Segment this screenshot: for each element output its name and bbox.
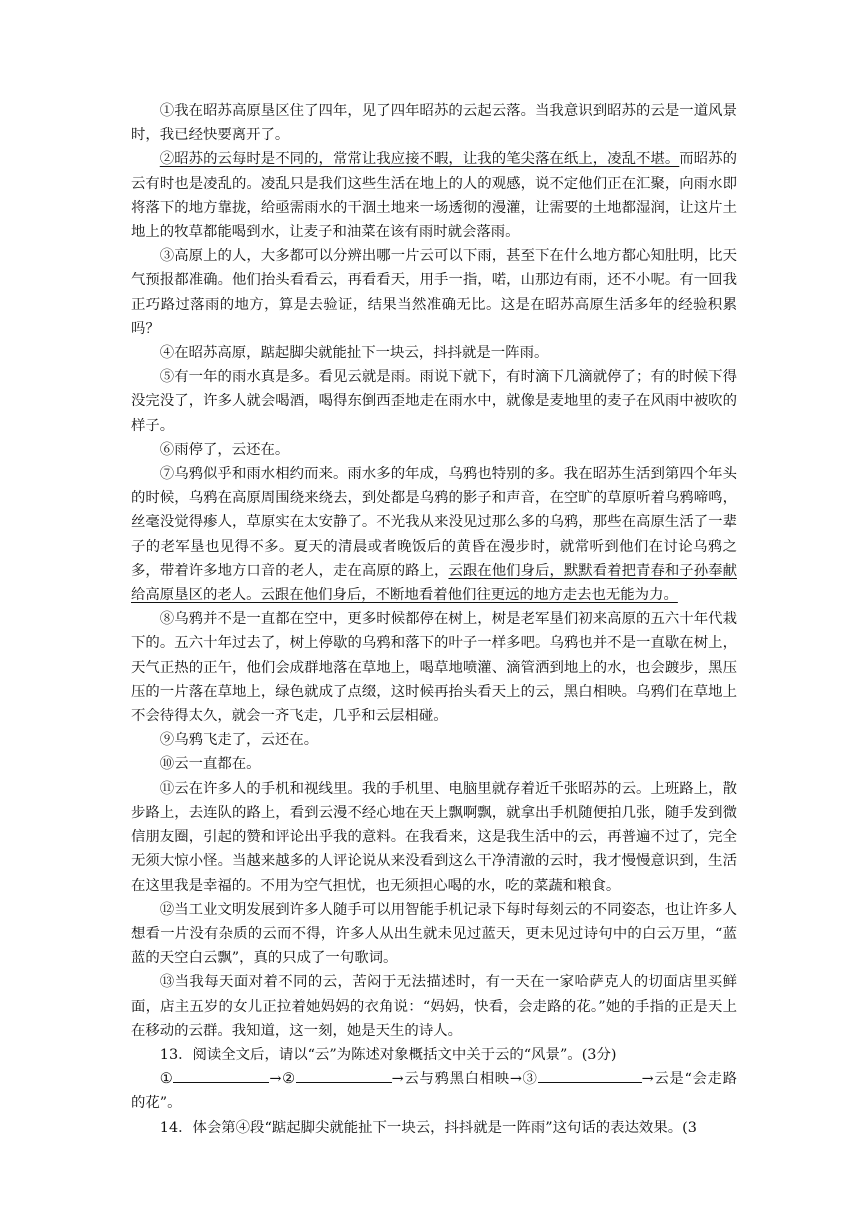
paragraph-10: ⑩云一直都在。 [159,756,261,773]
question-13-answer-line [131,1067,737,1115]
paragraph-8: ⑧乌鸦并不是一直都在空中，更多时候都停在树上，树是老军垦们初来高原的五六十年代栽下的。五六十年过去了，树上停歇的乌鸦和落下的叶子一样多吧。乌鸦也并不是一直歇在树上，天气正热的正午，他们会成群地落在草地上，喝草地喷灌、滴管洒到地上的水，也会踱步，黑压压的一片落在草地上，绿色就成了点缀，这时候再抬头看天上的云，黑白相映。乌鸦们在草地上不会待得太久，就会一齐飞走，几乎和云层相碰。 [131,611,737,725]
paragraph-6: ⑥雨停了，云还在。 [159,441,290,458]
paragraph-1: ①我在昭苏高原垦区住了四年，见了四年昭苏的云起云落。当我意识到昭苏的云是一道风景时，我已经快要离开了。 [131,103,737,144]
paragraph-12: ⑫当工业文明发展到许多人随手可以用智能手机记录下每时每刻云的不同姿态，也让许多人想看一片没有杂质的云而不得，许多人从出生就未见过蓝天，更未见过诗句中的白云万里，“蓝蓝的天空白云飘”，真的只成了一句歌词。 [131,901,737,967]
paragraph-2-rest: 而昭苏的云有时也是凌乱的。凌乱只是我们这些生活在地上的人的观感，说不定他们正在汇聚，向雨水即将落下的地方靠拢，给亟需雨水的干涸土地来一场透彻的漫灌，让需要的土地都湿润，让这片土地上的牧草都能喝到水，让麦子和油菜在该有雨时就会落雨。 [131,151,737,241]
q13-label-3: →云与鸦黑白相映→③ [391,1071,538,1088]
paragraph-9: ⑨乌鸦飞走了，云还在。 [159,732,319,749]
answer-blank-3[interactable] [538,1068,642,1083]
paragraph-4: ④在昭苏高原，踮起脚尖就能扯下一块云，抖抖就是一阵雨。 [159,345,549,362]
paragraph-11: ⑪云在许多人的手机和视线里。我的手机里、电脑里就存着近千张昭苏的云。上班路上，散步路上，去连队的路上，看到云漫不经心地在天上飘啊飘，就拿出手机随便拍几张，随手发到微信朋友圈，引起的赞和评论出乎我的意料。在我看来，这是我生活中的云，再普遍不过了，完全无须大惊小怪。当越来越多的人评论说从来没看到这么干净清澈的云时，我才慢慢意识到，生活在这里我是幸福的。不用为空气担忧，也无须担心喝的水，吃的菜蔬和粮食。 [131,780,737,894]
q13-label-end: →云是“会走路的花”。 [131,1071,737,1112]
paragraph-3: ③高原上的人，大多都可以分辨出哪一片云可以下雨，甚至下在什么地方都心知肚明，比天气预报都准确。他们抬头看看云，再看看天，用手一指，喏，山那边有雨，还不小呢。有一回我正巧路过落雨的地方，算是去验证，结果当然准确无比。这是在昭苏高原生活多年的经验积累吗？ [131,248,737,337]
question-13-prompt: 13．阅读全文后，请以“云”为陈述对象概括文中关于云的“风景”。(3分) [159,1046,617,1063]
paragraph-7-text: ⑦乌鸦似乎和雨水相约而来。雨水多的年成，乌鸦也特别的多。我在昭苏生活到第四个年头的时候，乌鸦在高原周围绕来绕去，到处都是乌鸦的影子和声音，在空旷的草原听着乌鸦啼鸣，丝毫没觉得瘆人，草原实在太安静了。不光我从来没见过那么多的乌鸦，那些在高原生活了一辈子的老军垦也见得不多。夏天的清晨或者晚饭后的黄昏在漫步时，就常听到他们在讨论乌鸦之多，带着许多地方口音的老人，走在高原的路上， [131,466,737,579]
question-14-prompt: 14．体会第④段“踮起脚尖就能扯下一块云，抖抖就是一阵雨”这句话的表达效果。(3 [159,1119,697,1136]
answer-blank-1[interactable] [173,1068,269,1083]
paragraph-5: ⑤有一年的雨水真是多。看见云就是雨。雨说下就下，有时滴下几滴就停了；有的时候下得没完没了，许多人就会喝酒，喝得东倒西歪地走在雨水中，就像是麦地里的麦子在风雨中被吹的样子。 [131,369,737,434]
paragraph-2 [131,147,737,244]
answer-blank-2[interactable] [296,1068,392,1083]
paragraph-7-underlined: 云跟在他们身后，默默看着把青春和子孙奉献给高原垦区的老人。云跟在他们身后，不断地看着他们往更远的地方走去也无能为力。 [131,562,737,604]
q13-label-1: ① [159,1071,174,1088]
paragraph-2-underlined: ②昭苏的云每时是不同的，常常让我应接不暇，让我的笔尖落在纸上，凌乱不堪。 [159,151,680,168]
article-body [131,99,737,1140]
paragraph-7 [131,462,737,607]
q13-label-2: →② [269,1071,296,1088]
paragraph-13: ⑬当我每天面对着不同的云，苦闷于无法描述时，有一天在一家哈萨克人的切面店里买鲜面，店主五岁的女儿正拉着她妈妈的衣角说：“妈妈，快看，会走路的花。”她的手指的正是天上在移动的云群。我知道，这一刻，她是天生的诗人。 [131,974,737,1039]
